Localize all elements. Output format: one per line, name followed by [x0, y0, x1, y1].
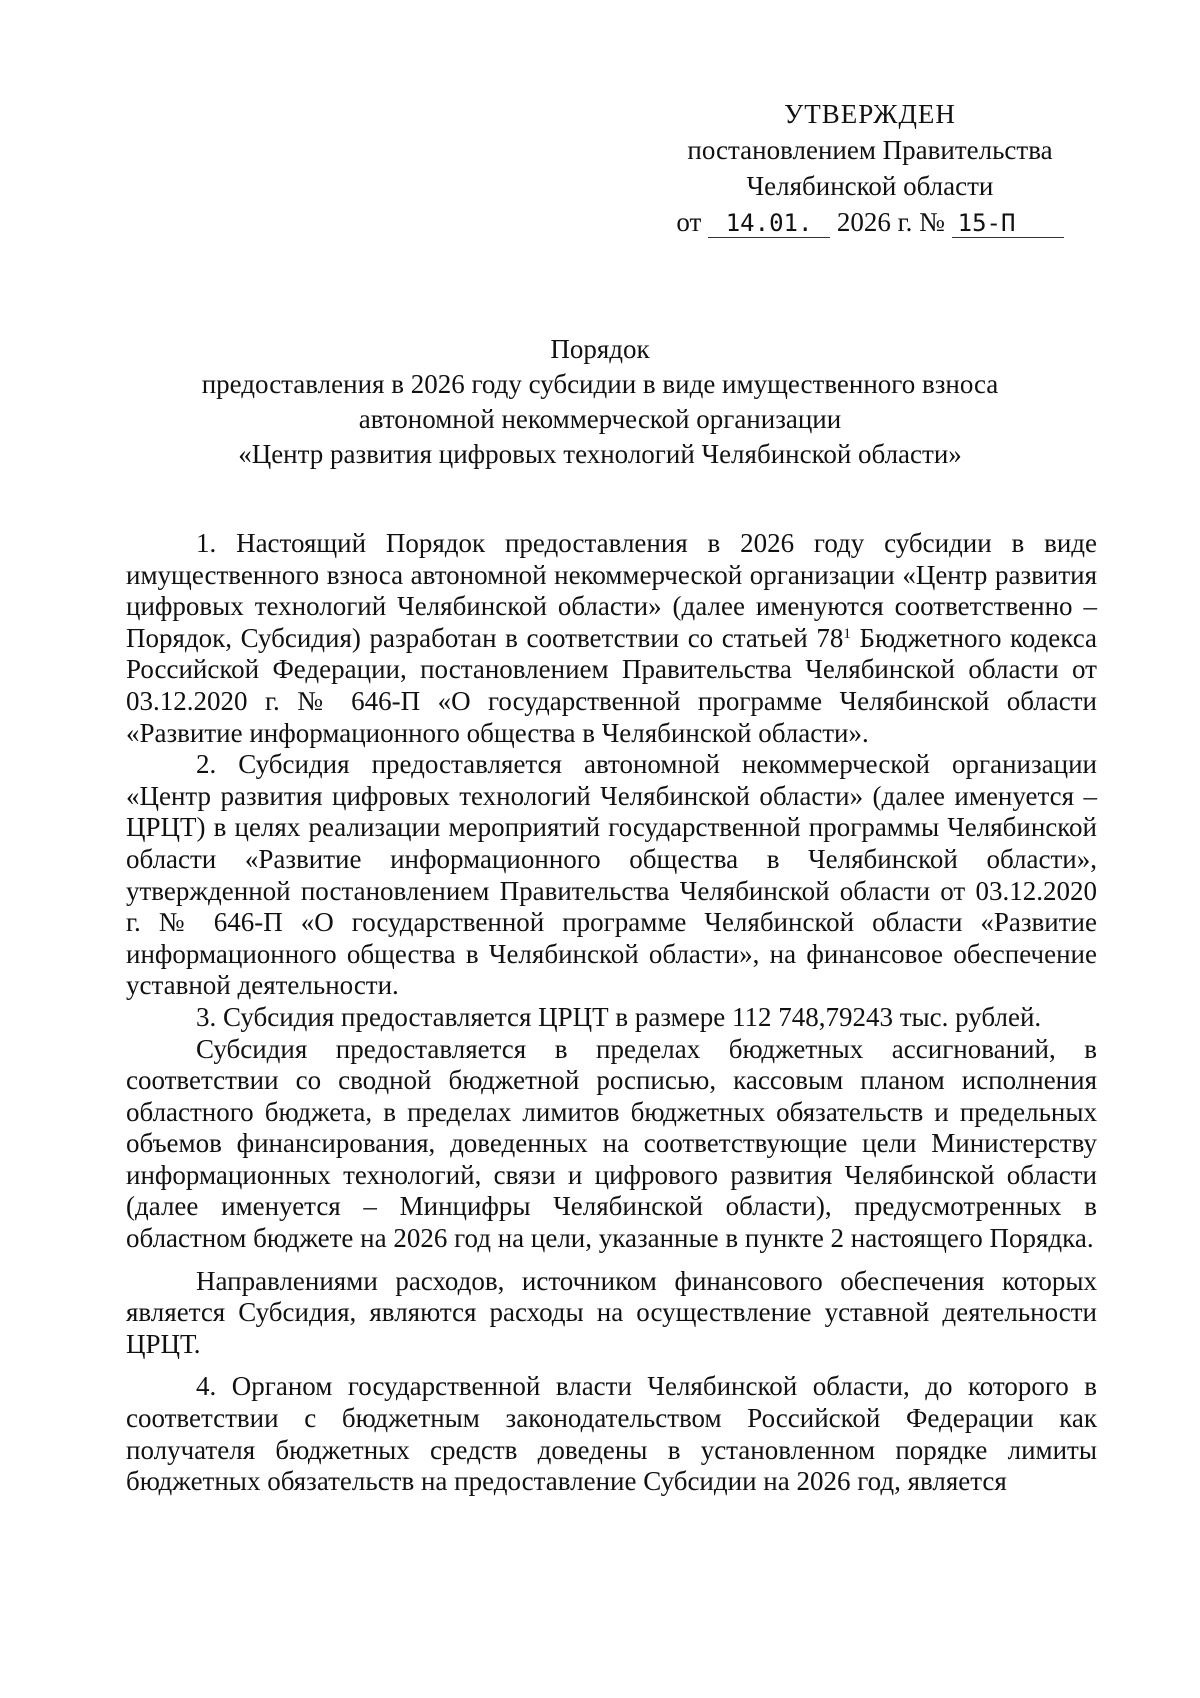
- paragraph-4: 4. Органом государственной власти Челябинской области, до которого в соответствии с бюджетным законодательством Российской Федерации как получателя бюджетных средств доведены в установленном порядке лимиты бюджетных обязательств на предоставление Субсидии на 2026 год, является: [126, 1371, 1097, 1497]
- approval-line-1: постановлением Правительства: [687, 135, 1053, 165]
- heading-line-2: автономной некоммерческой организации: [358, 404, 842, 434]
- approval-title: УТВЕРЖДЕН: [784, 99, 956, 129]
- approval-date-line: [640, 204, 1100, 240]
- paragraph-2: 2. Субсидия предоставляется автономной некоммерческой организации «Центр развития цифровых технологий Челябинской области» (далее именуется – ЦРЦТ) в целях реализации мероприятий государственной программы Челябинской области «Развитие информационного общества в Челябинской области», утвержденной постановлением Правительства Челябинской области от 03.12.2020 г. № 646-П «О государственной программе Челябинской области «Развитие информационного общества в Челябинской области», на финансовое обеспечение уставной деятельности.: [126, 749, 1097, 1001]
- paragraph-1-text: 1. Настоящий Порядок предоставления в 2026 году субсидии в виде имущественного взноса автономной некоммерческой организации «Центр развития цифровых технологий Челябинской области» (далее именуются соответственно – Порядок, Субсидия) разработан в соответствии со статьей 78: [126, 528, 1097, 653]
- heading-line-1: предоставления в 2026 году субсидии в виде имущественного взноса: [201, 369, 999, 399]
- paragraph-3: 3. Субсидия предоставляется ЦРЦТ в размере 112 748,79243 тыс. рублей.: [196, 1001, 1042, 1032]
- year-text: 2026 г. №: [836, 207, 945, 237]
- article-superscript: 1: [843, 625, 851, 642]
- date-field: 14.01.: [708, 209, 830, 238]
- approval-line-2: Челябинской области: [746, 171, 994, 201]
- paragraph-1: [126, 528, 1097, 749]
- heading-title: Порядок: [550, 334, 650, 364]
- approval-stamp-block: [640, 96, 1100, 240]
- number-field: 15-П: [952, 209, 1064, 238]
- document-heading: [120, 332, 1080, 472]
- heading-line-3: «Центр развития цифровых технологий Челябинской области»: [238, 439, 962, 469]
- paragraph-3-expense-directions: Направлениями расходов, источником финансового обеспечения которых является Субсидия, являются расходы на осуществление уставной деятельности ЦРЦТ.: [126, 1265, 1097, 1359]
- document-body: [126, 528, 1097, 1498]
- paragraph-3-subsidy-details: Субсидия предоставляется в пределах бюджетных ассигнований, в соответствии со сводной бюджетной росписью, кассовым планом исполнения областного бюджета, в пределах лимитов бюджетных обязательств и предельных объемов финансирования, доведенных на соответствующие цели Министерству информационных технологий, связи и цифрового развития Челябинской области (далее именуется – Минцифры Челябинской области), предусмотренных в областном бюджете на 2026 год на цели, указанные в пункте 2 настоящего Порядка.: [126, 1033, 1097, 1254]
- date-prefix: от: [676, 207, 702, 237]
- paragraph-1-text-continued: Бюджетного кодекса Российской Федерации, постановлением Правительства Челябинской области от 03.12.2020 г. № 646-П «О государственной программе Челябинской области «Развитие информационного общества в Челябинской области».: [126, 622, 1097, 748]
